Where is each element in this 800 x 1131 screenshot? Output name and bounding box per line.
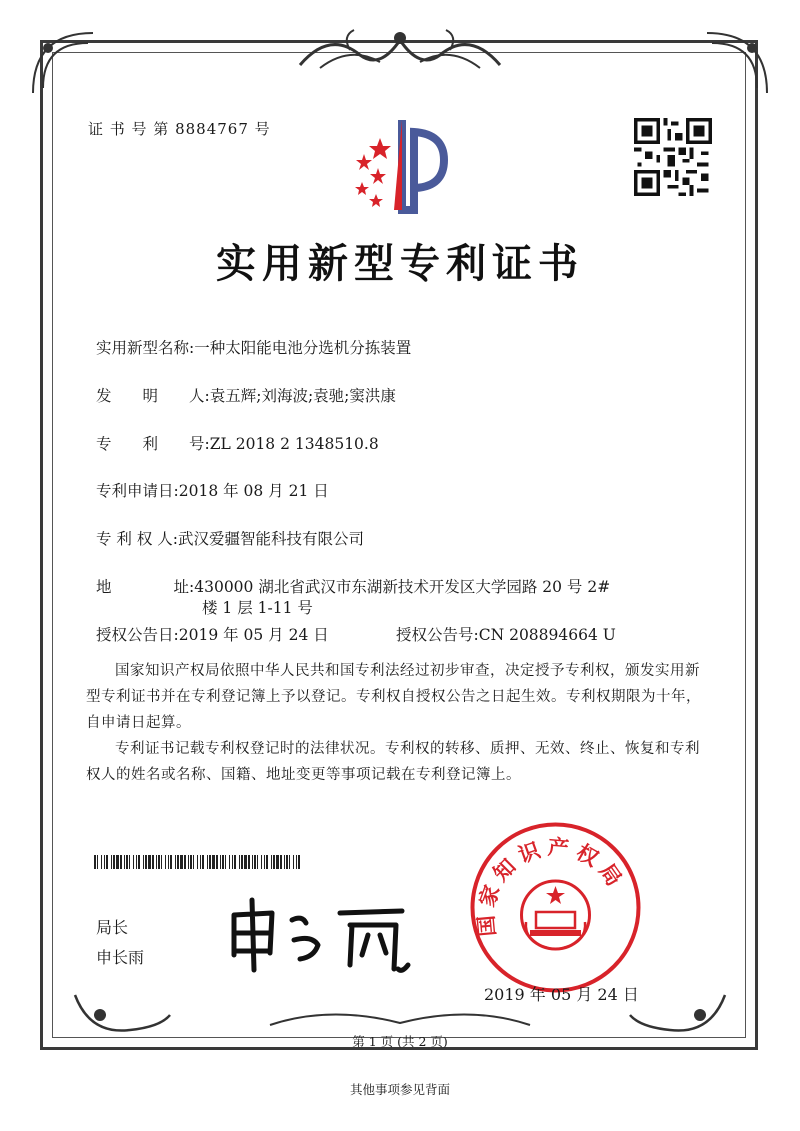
official-seal xyxy=(468,820,643,995)
grant-date-row xyxy=(96,624,329,646)
patent-number-label: 专 利 号: xyxy=(96,435,210,453)
inventor-value: 袁五辉;刘海波;袁驰;窦洪康 xyxy=(209,387,396,405)
inventor-row xyxy=(96,385,396,407)
certificate-number: 证 书 号 第 8884767 号 xyxy=(88,120,271,138)
patentee-label: 专 利 权 人: xyxy=(96,530,179,548)
barcode xyxy=(94,855,304,869)
address-label: 地 址: xyxy=(96,578,195,596)
director-title: 局长 xyxy=(96,918,129,937)
corner-ornament-top-left xyxy=(28,28,98,98)
grant-number-row xyxy=(396,624,616,646)
address-line-1: 430000 湖北省武汉市东湖新技术开发区大学园路 20 号 2# xyxy=(194,578,611,596)
utility-name-value: 一种太阳能电池分选机分拣装置 xyxy=(194,339,412,357)
certificate-statement-2: 专利证书记载专利权登记时的法律状况。专利权的转移、质押、无效、终止、恢复和专利权人的姓名或名称、国籍、地址变更等事项记载在专利登记簿上。 xyxy=(86,741,700,783)
footer-note: 其他事项参见背面 xyxy=(349,1082,450,1097)
page-number: 第 1 页 (共 2 页) xyxy=(352,1034,448,1049)
corner-ornament-top-right xyxy=(702,28,772,98)
patent-number-value: ZL 2018 2 1348510.8 xyxy=(209,435,379,453)
grant-date-value: 2019 年 05 月 24 日 xyxy=(178,626,329,644)
patentee-row xyxy=(96,528,364,550)
application-date-value: 2018 年 08 月 21 日 xyxy=(178,482,329,500)
patentee-value: 武汉爱疆智能科技有限公司 xyxy=(178,530,365,548)
seal-text: 国家知识产权局 xyxy=(472,833,631,938)
grant-number-value: CN 208894664 U xyxy=(478,626,616,644)
address-row xyxy=(96,576,610,598)
national-emblem-icon xyxy=(522,881,590,949)
grant-date-label: 授权公告日: xyxy=(96,626,179,644)
address-line-2: 楼 1 层 1-11 号 xyxy=(202,599,313,617)
grant-number-label: 授权公告号: xyxy=(396,626,479,644)
inventor-label: 发 明 人: xyxy=(96,387,210,405)
seal-date: 2019 年 05 月 24 日 xyxy=(484,985,639,1004)
certificate-statement-1: 国家知识产权局依照中华人民共和国专利法经过初步审查，决定授予专利权，颁发实用新型专利证书并在专利登记簿上予以登记。专利权自授权公告之日起生效。专利权期限为十年，自申请日起算。 xyxy=(86,663,701,731)
director-signature xyxy=(222,885,422,975)
cnipa-logo xyxy=(340,110,460,220)
director-name: 申长雨 xyxy=(96,948,145,967)
application-date-label: 专利申请日: xyxy=(96,482,179,500)
top-ornament xyxy=(290,20,510,80)
patent-number-row xyxy=(96,433,379,455)
utility-name-label: 实用新型名称: xyxy=(96,339,195,357)
utility-name-row xyxy=(96,337,411,359)
certificate-title: 实用新型专利证书 xyxy=(216,240,584,287)
qr-code xyxy=(634,118,712,196)
application-date-row xyxy=(96,480,329,502)
